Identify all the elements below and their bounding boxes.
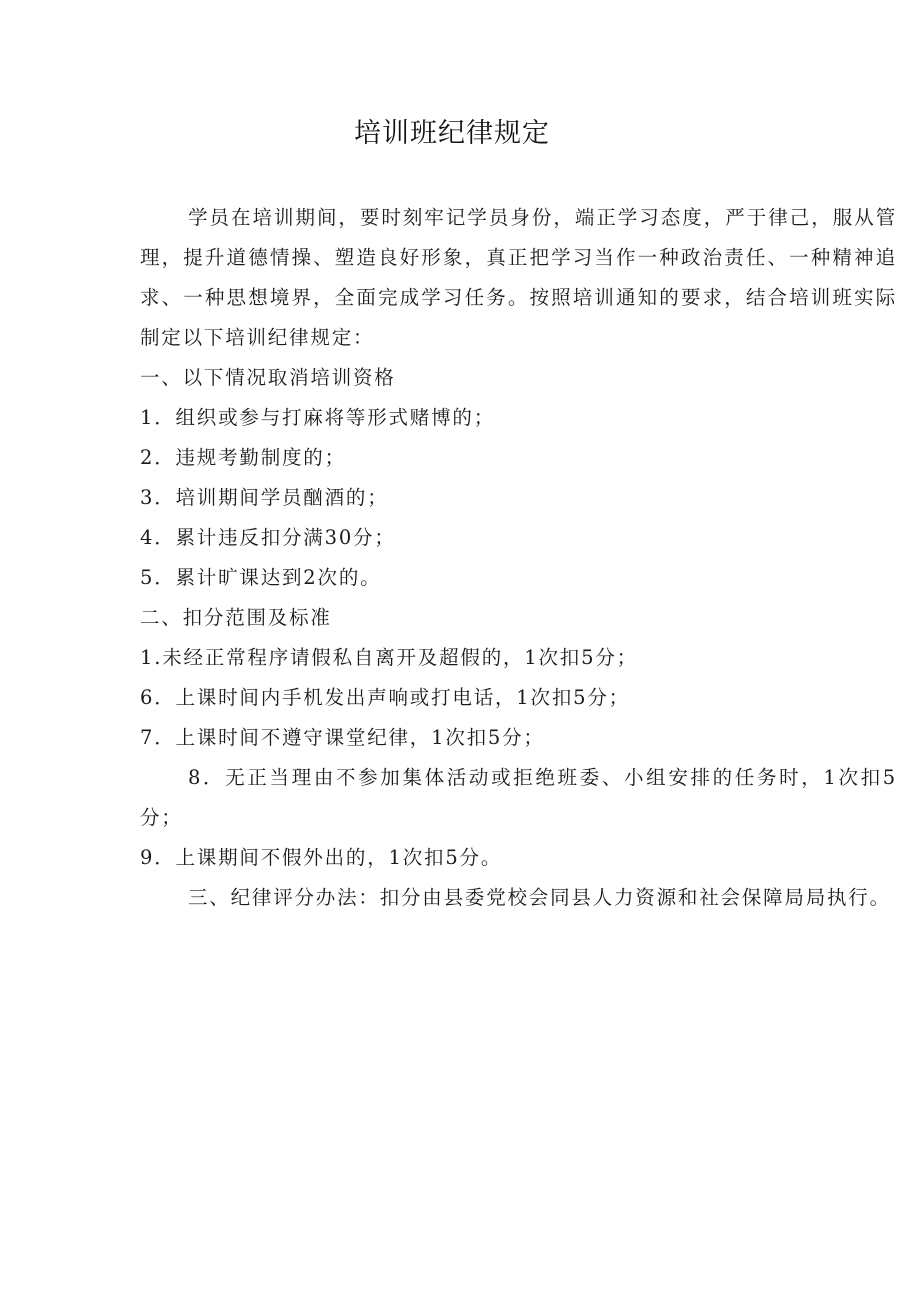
section-3-paragraph: 三、纪律评分办法：扣分由县委党校会同县人力资源和社会保障局局执行。 (188, 886, 891, 909)
section-1-item: 2．违规考勤制度的； (140, 446, 346, 469)
section-1-item: 4．累计违反扣分满30分； (140, 526, 396, 549)
section-1-item: 5．累计旷课达到2次的。 (140, 566, 382, 589)
section-1-item: 1．组织或参与打麻将等形式赌博的； (140, 406, 496, 429)
section-2-item: 8．无正当理由不参加集体活动或拒绝班委、小组安排的任务时，1次扣5分； (140, 766, 897, 829)
section-2-item: 7．上课时间不遵守课堂纪律，1次扣5分； (140, 726, 545, 749)
intro-paragraph: 学员在培训期间，要时刻牢记学员身份，端正学习态度，严于律己，服从管理，提升道德情操、塑造良好形象，真正把学习当作一种政治责任、一种精神追求、一种思想境界，全面完成学习任务。按照培训通知的要求，结合培训班实际制定以下培训纪律规定： (140, 206, 897, 349)
section-2-item: 6．上课时间内手机发出声响或打电话，1次扣5分； (140, 686, 630, 709)
document-title: 培训班纪律规定 (354, 118, 550, 149)
section-1-item: 3．培训期间学员酗酒的； (140, 486, 389, 509)
section-2-heading: 二、扣分范围及标准 (140, 606, 332, 629)
section-1-heading: 一、以下情况取消培训资格 (140, 366, 396, 389)
section-2-item: 1.未经正常程序请假私自离开及超假的，1次扣5分； (140, 646, 638, 669)
section-2-item: 9．上课期间不假外出的，1次扣5分。 (140, 846, 503, 869)
document-body (140, 198, 897, 918)
